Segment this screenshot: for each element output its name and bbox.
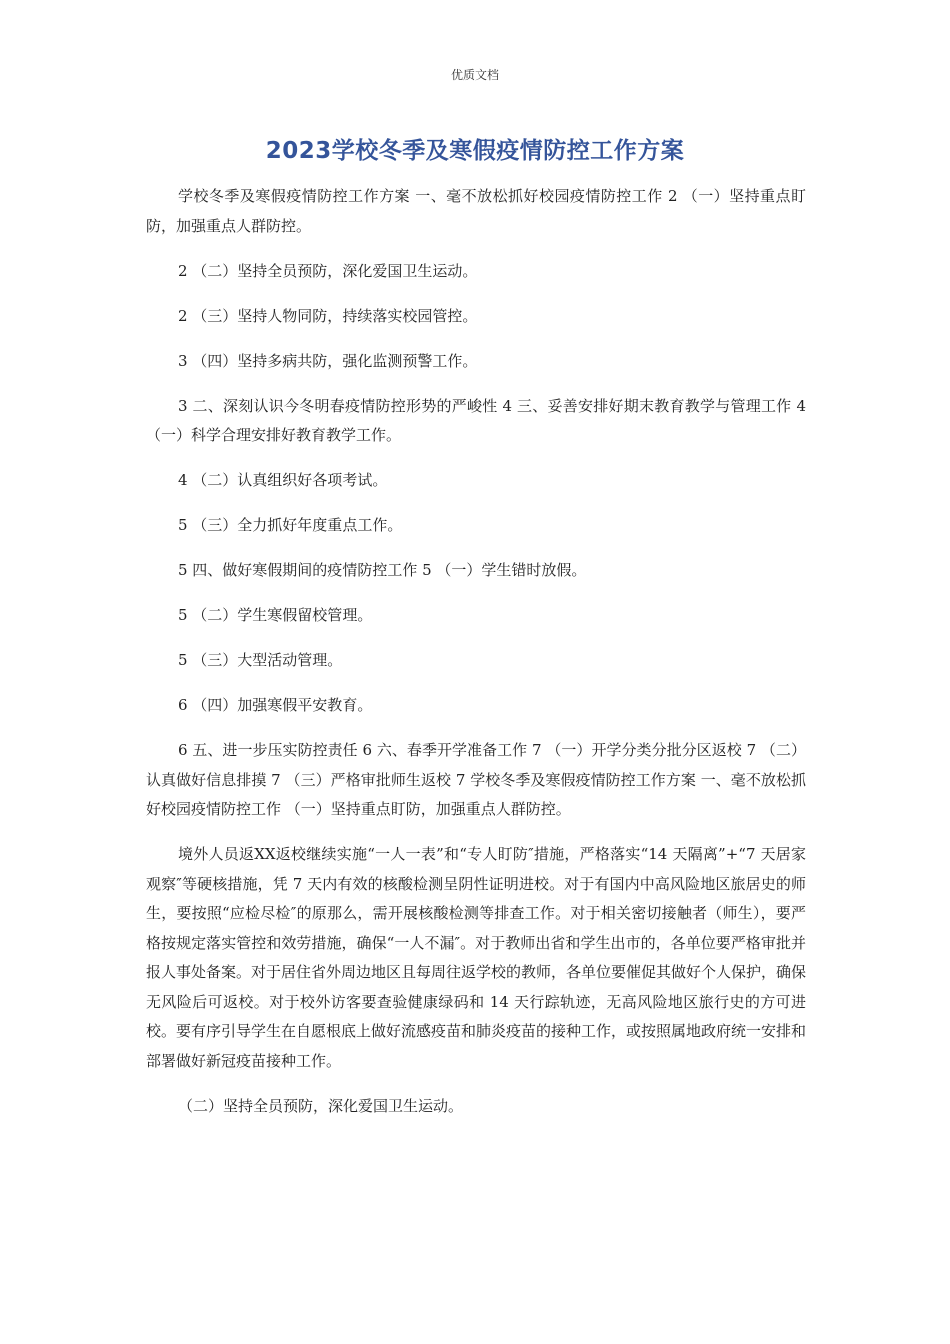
paragraph: 5 （三）全力抓好年度重点工作。 [178,516,403,534]
paragraph: 2 （三）坚持人物同防，持续落实校园管控。 [178,306,478,325]
paragraph: 2 （二）坚持全员预防，深化爱国卫生运动。 [178,261,478,280]
paragraph: 3 二、深刻认识今冬明春疫情防控形势的严峻性 4 三、妥善安排好期末教育教学与管理工作 4 （一）科学合理安排好教育教学工作。 [146,396,806,444]
paragraph: （二）坚持全员预防，深化爱国卫生运动。 [178,1096,464,1115]
paragraph: 6 五、进一步压实防控责任 6 六、春季开学准备工作 7 （一）开学分类分批分区返校 7 （二）认真做好信息排摸 7 （三）严格审批师生返校 7 学校冬季及寒假疫情防控工作方案 一、毫不放松抓好校园疫情防控工作 （一）坚持重点盯防，加强重点人群防控。 [146,741,806,818]
paragraph: 学校冬季及寒假疫情防控工作方案 一、毫不放松抓好校园疫情防控工作 2 （一）坚持重点盯防，加强重点人群防控。 [146,187,806,235]
paragraph: 6 （四）加强寒假平安教育。 [178,696,373,714]
paragraph: 5 四、做好寒假期间的疫情防控工作 5 （一）学生错时放假。 [178,561,587,579]
page-header: 优质文档 [450,68,499,82]
paragraph: 5 （二）学生寒假留校管理。 [178,606,373,624]
document-body [146,182,806,1137]
paragraph: 境外人员返XX返校继续实施“一人一表”和“专人盯防″措施，严格落实“14 天隔离”+“7 天居家观察″等硬核措施，凭 7 天内有效的核酸检测呈阴性证明进校。对于有国内中高风险地区旅居史的师生，要按照“应检尽检″的原那么，需开展核酸检测等排查工作。对于相关密切接触者（师生），要严格按规定落实管控和效劳措施，确保“一人不漏″。对于教师出省和学生出市的，各单位要严格审批并报人事处备案。对于居住省外周边地区且每周往返学校的教师，各单位要催促其做好个人保护，确保无风险后可返校。对于校外访客要查验健康绿码和 14 天行踪轨迹，无高风险地区旅行史的方可进校。要有序引导学生在自愿根底上做好流感疫苗和肺炎疫苗的接种工作，或按照属地政府统一安排和部署做好新冠疫苗接种工作。 [146,845,807,1070]
paragraph: 3 （四）坚持多病共防，强化监测预警工作。 [178,351,478,370]
paragraph: 5 （三）大型活动管理。 [178,651,343,669]
paragraph: 4 （二）认真组织好各项考试。 [178,471,388,489]
document-title: 2023学校冬季及寒假疫情防控工作方案 [265,138,685,164]
